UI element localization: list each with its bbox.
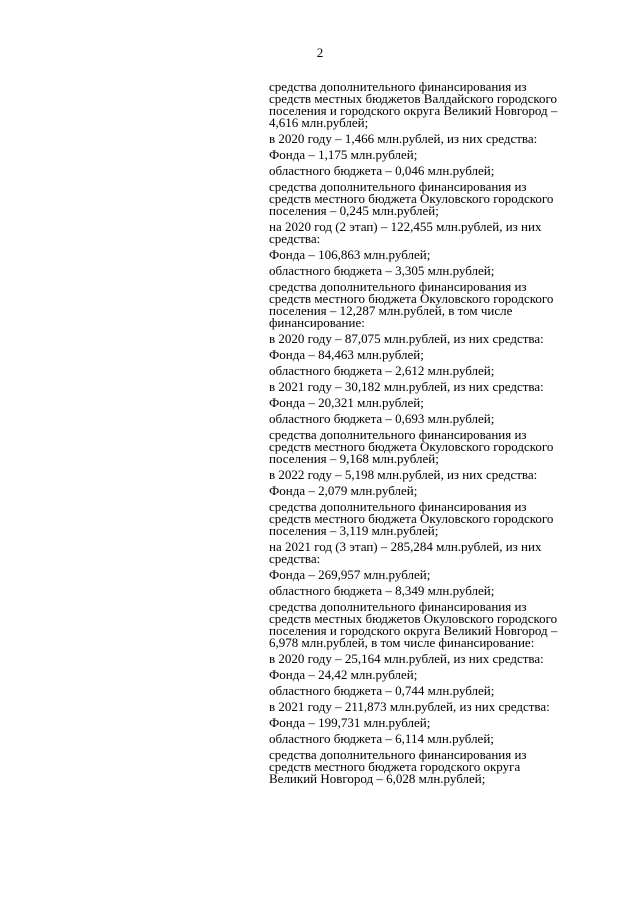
text-line: средства дополнительного финансирования из — [269, 79, 527, 94]
text-line: областного бюджета – 6,114 млн.рублей; — [269, 731, 494, 746]
paragraph — [269, 501, 581, 537]
text-line: областного бюджета – 0,744 млн.рублей; — [269, 683, 495, 698]
paragraph — [269, 265, 581, 277]
text-line: в 2021 году – 30,182 млн.рублей, из них средства: — [269, 379, 544, 394]
text-line: Великий Новгород – 6,028 млн.рублей; — [269, 771, 486, 786]
text-line: средства дополнительного финансирования из — [269, 179, 527, 194]
paragraph — [269, 365, 581, 377]
paragraph — [269, 397, 581, 409]
text-line: средства дополнительного финансирования из — [269, 599, 527, 614]
text-line: в 2021 году – 211,873 млн.рублей, из них средства: — [269, 699, 550, 714]
text-line: в 2020 году – 25,164 млн.рублей, из них средства: — [269, 651, 544, 666]
text-line: 6,978 млн.рублей, в том числе финансирование: — [269, 635, 535, 650]
paragraph — [269, 165, 581, 177]
paragraph — [269, 429, 581, 465]
paragraph — [269, 349, 581, 361]
text-line: 4,616 млн.рублей; — [269, 115, 369, 130]
paragraph — [269, 413, 581, 425]
paragraph — [269, 569, 581, 581]
text-line: средства дополнительного финансирования из — [269, 747, 527, 762]
paragraph — [269, 685, 581, 697]
text-line: средства: — [269, 231, 321, 246]
text-line: Фонда – 20,321 млн.рублей; — [269, 395, 424, 410]
paragraph — [269, 133, 581, 145]
text-line: поселения – 9,168 млн.рублей; — [269, 451, 439, 466]
paragraph — [269, 149, 581, 161]
text-line: областного бюджета – 3,305 млн.рублей; — [269, 263, 495, 278]
text-line: средств местного бюджета Окуловского городского — [269, 511, 554, 526]
text-line: поселения – 12,287 млн.рублей, в том числе — [269, 303, 513, 318]
text-line: финансирование: — [269, 315, 365, 330]
text-line: средства дополнительного финансирования из — [269, 427, 527, 442]
text-line: Фонда – 24,42 млн.рублей; — [269, 667, 418, 682]
text-line: средства дополнительного финансирования из — [269, 279, 527, 294]
text-line: на 2021 год (3 этап) – 285,284 млн.рублей, из них — [269, 539, 542, 554]
text-line: поселения – 0,245 млн.рублей; — [269, 203, 439, 218]
paragraph — [269, 381, 581, 393]
paragraph — [269, 81, 581, 129]
text-line: в 2020 году – 1,466 млн.рублей, из них средства: — [269, 131, 538, 146]
text-line: средств местных бюджетов Окуловского городского — [269, 611, 558, 626]
page-number: 2 — [316, 45, 324, 60]
text-line: поселения и городского округа Великий Новгород – — [269, 623, 558, 638]
text-line: областного бюджета – 2,612 млн.рублей; — [269, 363, 495, 378]
paragraph — [269, 733, 581, 745]
paragraph — [269, 585, 581, 597]
paragraph — [269, 717, 581, 729]
text-line: средств местных бюджетов Валдайского городского — [269, 91, 558, 106]
text-line: в 2020 году – 87,075 млн.рублей, из них средства: — [269, 331, 544, 346]
paragraph — [269, 669, 581, 681]
text-line: на 2020 год (2 этап) – 122,455 млн.рублей, из них — [269, 219, 542, 234]
text-line: средства дополнительного финансирования из — [269, 499, 527, 514]
text-line: средств местного бюджета городского округа — [269, 759, 521, 774]
text-line: средств местного бюджета Окуловского городского — [269, 291, 554, 306]
paragraph — [269, 701, 581, 713]
text-line: поселения и городского округа Великий Новгород – — [269, 103, 558, 118]
paragraph — [269, 333, 581, 345]
paragraph — [269, 469, 581, 481]
text-line: Фонда – 199,731 млн.рублей; — [269, 715, 431, 730]
text-line: Фонда – 269,957 млн.рублей; — [269, 567, 431, 582]
text-line: областного бюджета – 0,046 млн.рублей; — [269, 163, 495, 178]
text-line: областного бюджета – 0,693 млн.рублей; — [269, 411, 495, 426]
paragraph — [269, 485, 581, 497]
text-line: Фонда – 84,463 млн.рублей; — [269, 347, 424, 362]
paragraph — [269, 181, 581, 217]
paragraph — [269, 541, 581, 565]
paragraph — [269, 249, 581, 261]
text-line: поселения – 3,119 млн.рублей; — [269, 523, 439, 538]
text-line: областного бюджета – 8,349 млн.рублей; — [269, 583, 495, 598]
text-line: Фонда – 106,863 млн.рублей; — [269, 247, 431, 262]
text-line: средств местного бюджета Окуловского городского — [269, 191, 554, 206]
text-line: Фонда – 1,175 млн.рублей; — [269, 147, 418, 162]
paragraph — [269, 281, 581, 329]
text-line: в 2022 году – 5,198 млн.рублей, из них средства: — [269, 467, 538, 482]
paragraph — [269, 221, 581, 245]
paragraph — [269, 653, 581, 665]
text-line: средства: — [269, 551, 321, 566]
paragraph — [269, 601, 581, 649]
paragraph — [269, 749, 581, 785]
text-line: средств местного бюджета Окуловского городского — [269, 439, 554, 454]
text-line: Фонда – 2,079 млн.рублей; — [269, 483, 418, 498]
document-body — [269, 81, 581, 789]
